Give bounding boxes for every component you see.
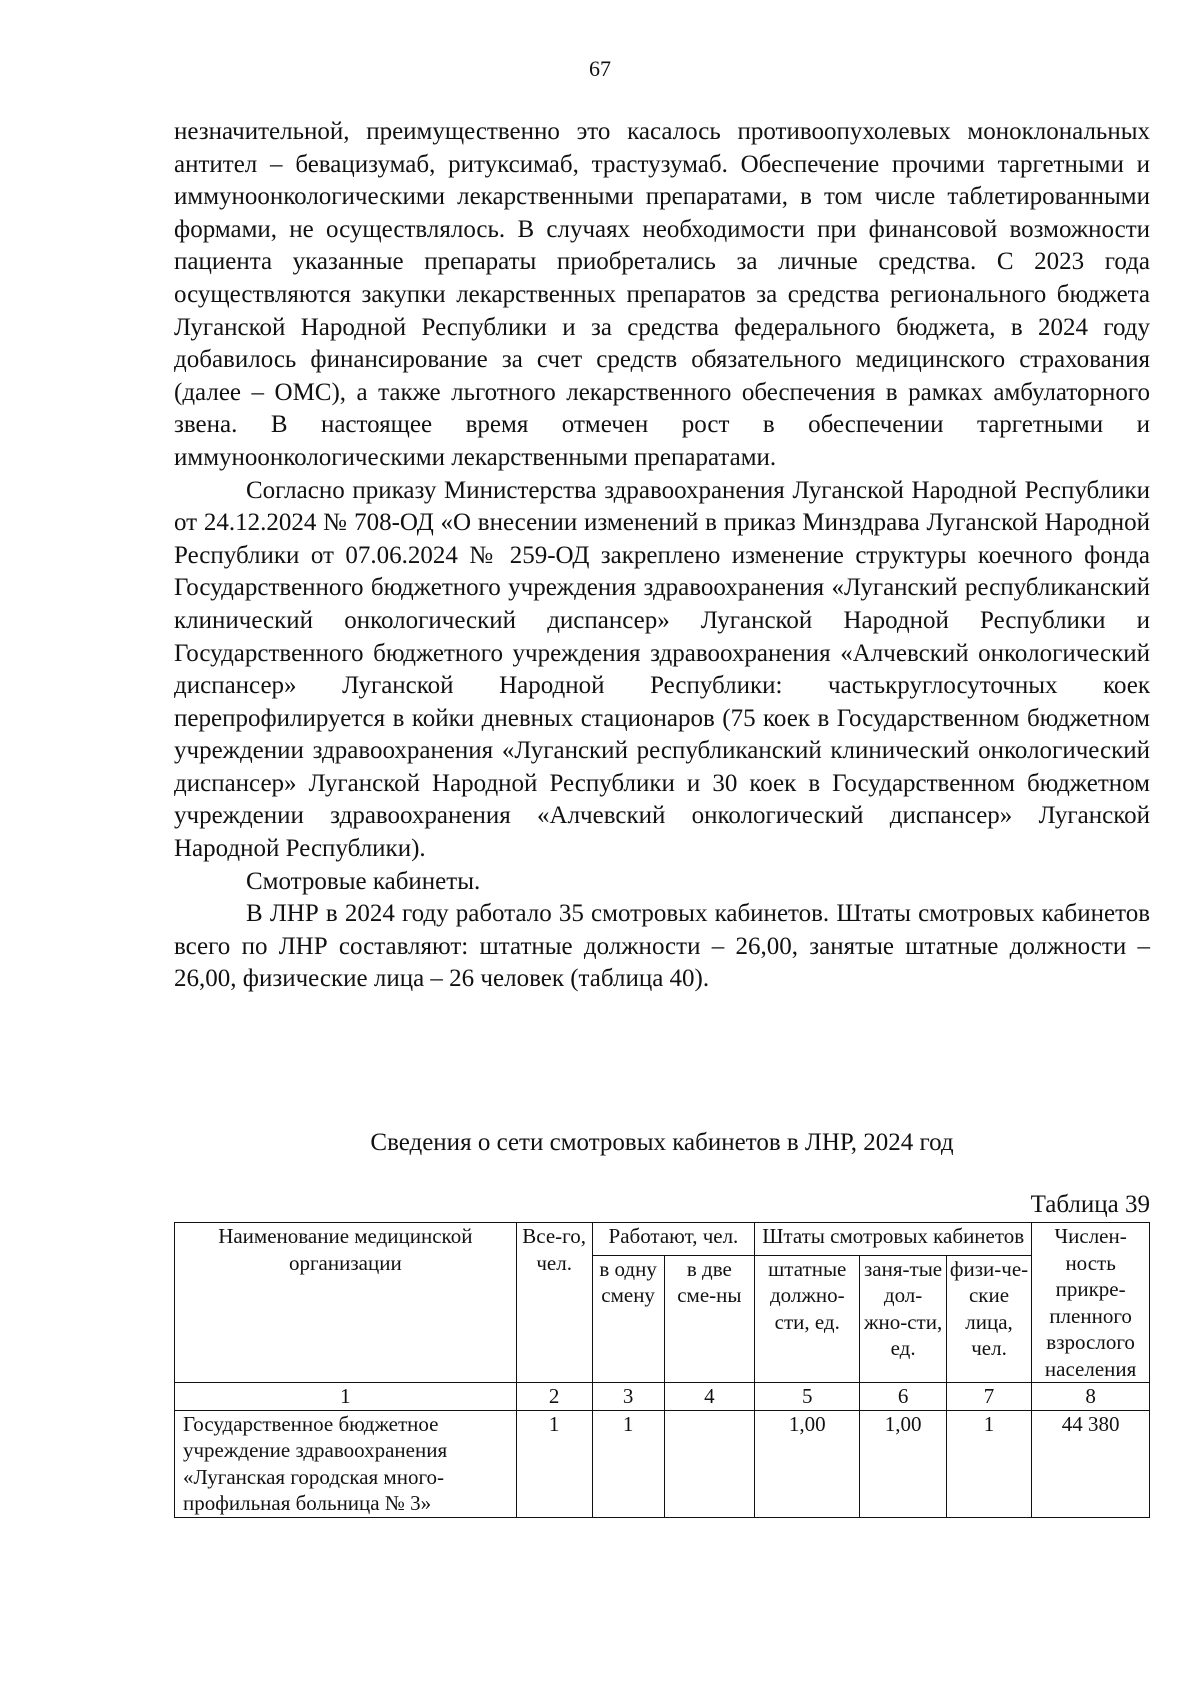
header-staff: Штаты смотровых кабинетов [755, 1223, 1032, 1256]
header-one-shift: в одну смену [592, 1255, 664, 1382]
cabinets-table [174, 1222, 1150, 1518]
header-two-shifts: в две сме-ны [664, 1255, 755, 1382]
paragraph: В ЛНР в 2024 году работало 35 смотровых кабинетов. Штаты смотровых кабинетов всего по ЛНР составляют: штатные должности – 26,00, занятые штатные должности – 26,00, физические лица – 26 человек (таблица 40). [174, 900, 1150, 993]
header-positions: штатные должно-сти, ед. [755, 1255, 860, 1382]
table-row [175, 1410, 1150, 1517]
header-org-name: Наименование медицинской организации [175, 1223, 517, 1383]
section-heading: Смотровые кабинеты. [246, 867, 481, 895]
cell-one-shift: 1 [592, 1410, 664, 1517]
column-number: 5 [755, 1383, 860, 1411]
cell-positions: 1,00 [755, 1410, 860, 1517]
header-working: Работают, чел. [592, 1223, 754, 1256]
column-number: 3 [592, 1383, 664, 1411]
column-number: 7 [946, 1383, 1031, 1411]
cell-occupied: 1,00 [860, 1410, 946, 1517]
column-number: 6 [860, 1383, 946, 1411]
column-numbers-row [175, 1383, 1150, 1411]
cell-total: 1 [516, 1410, 592, 1517]
cell-two-shifts [664, 1410, 755, 1517]
column-number: 4 [664, 1383, 755, 1411]
header-total: Все-го, чел. [516, 1223, 592, 1383]
column-number: 2 [516, 1383, 592, 1411]
header-persons: физи-че-ские лица, чел. [946, 1255, 1031, 1382]
paragraph: незначительной, преимущественно это касалось противоопухолевых моноклональных антител – бевацизумаб, ритуксимаб, трастузумаб. Обеспечение прочими таргетными и иммуноонкологическими лекарственными препаратами, в том числе таблетированными формами, не осуществлялось. В случаях необходимости при финансовой возможности пациента указанные препараты приобретались за личные средства. С 2023 года осуществляются закупки лекарственных препаратов за средства регионального бюджета Луганской Народной Республики и за средства федерального бюджета, в 2024 году добавилось финансирование за счет средств обязательного медицинского страхования (далее – ОМС), а также льготного лекарственного обеспечения в рамках амбулаторного звена. В настоящее время отмечен рост в обеспечении таргетными и иммуноонкологическими лекарственными препаратами. [174, 118, 1150, 471]
page-number: 67 [589, 56, 611, 81]
column-number: 1 [175, 1383, 517, 1411]
body-text [174, 116, 1150, 996]
cell-org: Государственное бюджетное учреждение здравоохранения «Луганская городская много-профильная больница № 3» [175, 1410, 517, 1517]
cell-persons: 1 [946, 1410, 1031, 1517]
header-population: Числен-ность прикре-пленного взрослого населения [1032, 1223, 1150, 1383]
table-number: Таблица 39 [1030, 1191, 1150, 1218]
column-number: 8 [1032, 1383, 1150, 1411]
cell-population: 44 380 [1032, 1410, 1150, 1517]
paragraph: Согласно приказу Министерства здравоохранения Луганской Народной Республики от 24.12.2024 № 708-ОД «О внесении изменений в приказ Минздрава Луганской Народной Республики от 07.06.2024 № 259-ОД закреплено изменение структуры коечного фонда Государственного бюджетного учреждения здравоохранения «Луганский республиканский клинический онкологический диспансер» Луганской Народной Республики и Государственного бюджетного учреждения здравоохранения «Алчевский онкологический диспансер» Луганской Народной Республики: частькруглосуточных коек перепрофилируется в койки дневных стационаров (75 коек в Государственном бюджетном учреждении здравоохранения «Луганский республиканский клинический онкологический диспансер» Луганской Народной Республики и 30 коек в Государственном бюджетном учреждении здравоохранения «Алчевский онкологический диспансер» Луганской Народной Республики). [174, 476, 1150, 863]
table-caption: Сведения о сети смотровых кабинетов в ЛНР, 2024 год [370, 1129, 954, 1156]
header-occupied: заня-тые дол-жно-сти, ед. [860, 1255, 946, 1382]
